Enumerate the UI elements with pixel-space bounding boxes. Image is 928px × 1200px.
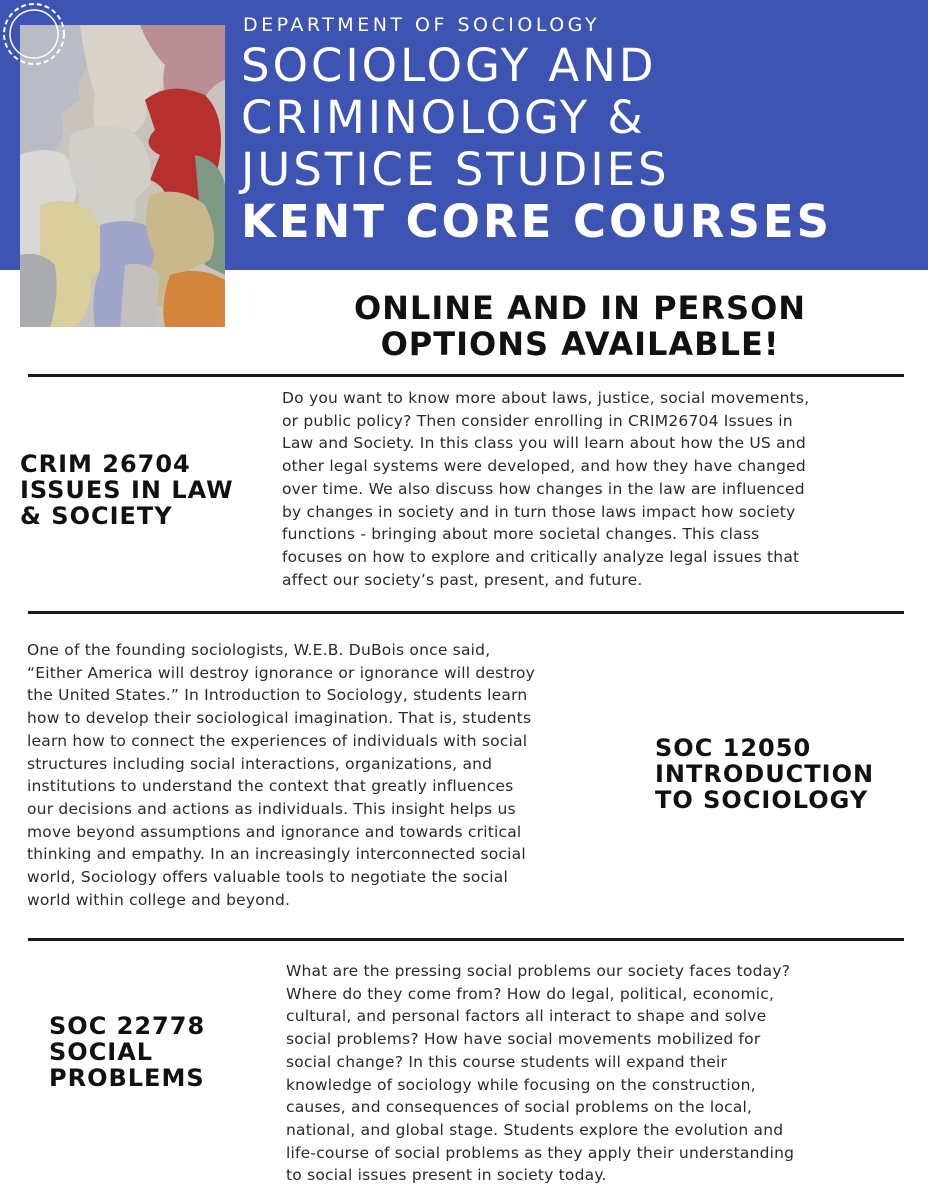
description-line: over time. We also discuss how changes in the law are influenced [282, 479, 805, 498]
course-title-line: ISSUES IN LAW [20, 476, 234, 504]
description-line: or public policy? Then consider enrolling in CRIM26704 Issues in [282, 411, 793, 430]
description-line: causes, and consequences of social problems on the local, [286, 1098, 753, 1117]
course-title-line: SOC 12050 [655, 734, 812, 762]
title-line: SOCIOLOGY AND [241, 39, 657, 92]
course-title [49, 1013, 205, 1091]
description-line: world, Sociology offers valuable tools to negotiate the social [27, 868, 509, 887]
description-line: institutions to understand the context that greatly influences [27, 777, 514, 796]
course-title [20, 451, 234, 529]
description-line: Do you want to know more about laws, justice, social movements, [282, 389, 810, 407]
course-title-line: & SOCIETY [20, 502, 173, 530]
description-line: by changes in society and in turn those laws impact how society [282, 502, 796, 521]
description-line: the United States.” In Introduction to Sociology, students learn [27, 686, 528, 705]
course-description [286, 960, 794, 1187]
description-line: functions - bringing about more societal changes. This class [282, 525, 760, 544]
circle-seal-icon [0, 0, 68, 68]
description-line: world within college and beyond. [27, 890, 291, 909]
department-label: DEPARTMENT OF SOCIOLOGY [243, 14, 601, 36]
description-line: cultural, and personal factors all interact to shape and solve [286, 1007, 767, 1026]
description-line: social change? In this course students will expand their [286, 1052, 728, 1071]
options-heading [300, 290, 860, 362]
options-line: OPTIONS AVAILABLE! [380, 325, 780, 363]
page-title [241, 40, 832, 248]
options-line: ONLINE AND IN PERSON [353, 289, 807, 327]
divider [28, 374, 904, 377]
description-line: focuses on how to explore and critically analyze legal issues that [282, 547, 800, 566]
description-line: affect our society’s past, present, and future. [282, 570, 643, 589]
divider [28, 611, 904, 614]
description-line: life-course of social problems as they apply their understanding [286, 1143, 795, 1162]
description-line: national, and global stage. Students explore the evolution and [286, 1120, 784, 1139]
course-title-line: PROBLEMS [49, 1064, 205, 1092]
course-title-line: TO SOCIOLOGY [655, 786, 869, 814]
title-bold-line: KENT CORE COURSES [241, 195, 832, 248]
description-line: One of the founding sociologists, W.E.B. DuBois once said, [27, 641, 491, 659]
course-description [27, 639, 535, 911]
course-description [282, 387, 809, 591]
course-title-line: CRIM 26704 [20, 450, 191, 478]
description-line: structures including social interactions, organizations, and [27, 754, 493, 773]
description-line: move beyond assumptions and ignorance and towards critical [27, 822, 522, 841]
course-title-line: SOCIAL [49, 1038, 154, 1066]
description-line: Law and Society. In this class you will learn about how the US and [282, 434, 806, 453]
description-line: “Either America will destroy ignorance or ignorance will destroy [27, 663, 535, 682]
divider [28, 938, 904, 941]
description-line: social problems? How have social movements mobilized for [286, 1030, 761, 1049]
description-line: What are the pressing social problems our society faces today? [286, 962, 791, 980]
description-line: our decisions and actions as individuals. This insight helps us [27, 799, 516, 818]
course-title-line: SOC 22778 [49, 1012, 206, 1040]
description-line: to social issues present in society today. [286, 1166, 607, 1185]
description-line: other legal systems were developed, and how they have changed [282, 457, 806, 476]
course-title [655, 735, 874, 813]
description-line: learn how to connect the experiences of individuals with social [27, 731, 528, 750]
paper-heads-collage-image [20, 25, 225, 327]
description-line: how to develop their sociological imagination. That is, students [27, 709, 532, 728]
title-line: CRIMINOLOGY & [241, 91, 646, 144]
description-line: knowledge of sociology while focusing on the construction, [286, 1075, 756, 1094]
description-line: thinking and empathy. In an increasingly interconnected social [27, 845, 526, 864]
description-line: Where do they come from? How do legal, political, economic, [286, 984, 775, 1003]
course-title-line: INTRODUCTION [655, 760, 875, 788]
title-line: JUSTICE STUDIES [241, 143, 670, 196]
